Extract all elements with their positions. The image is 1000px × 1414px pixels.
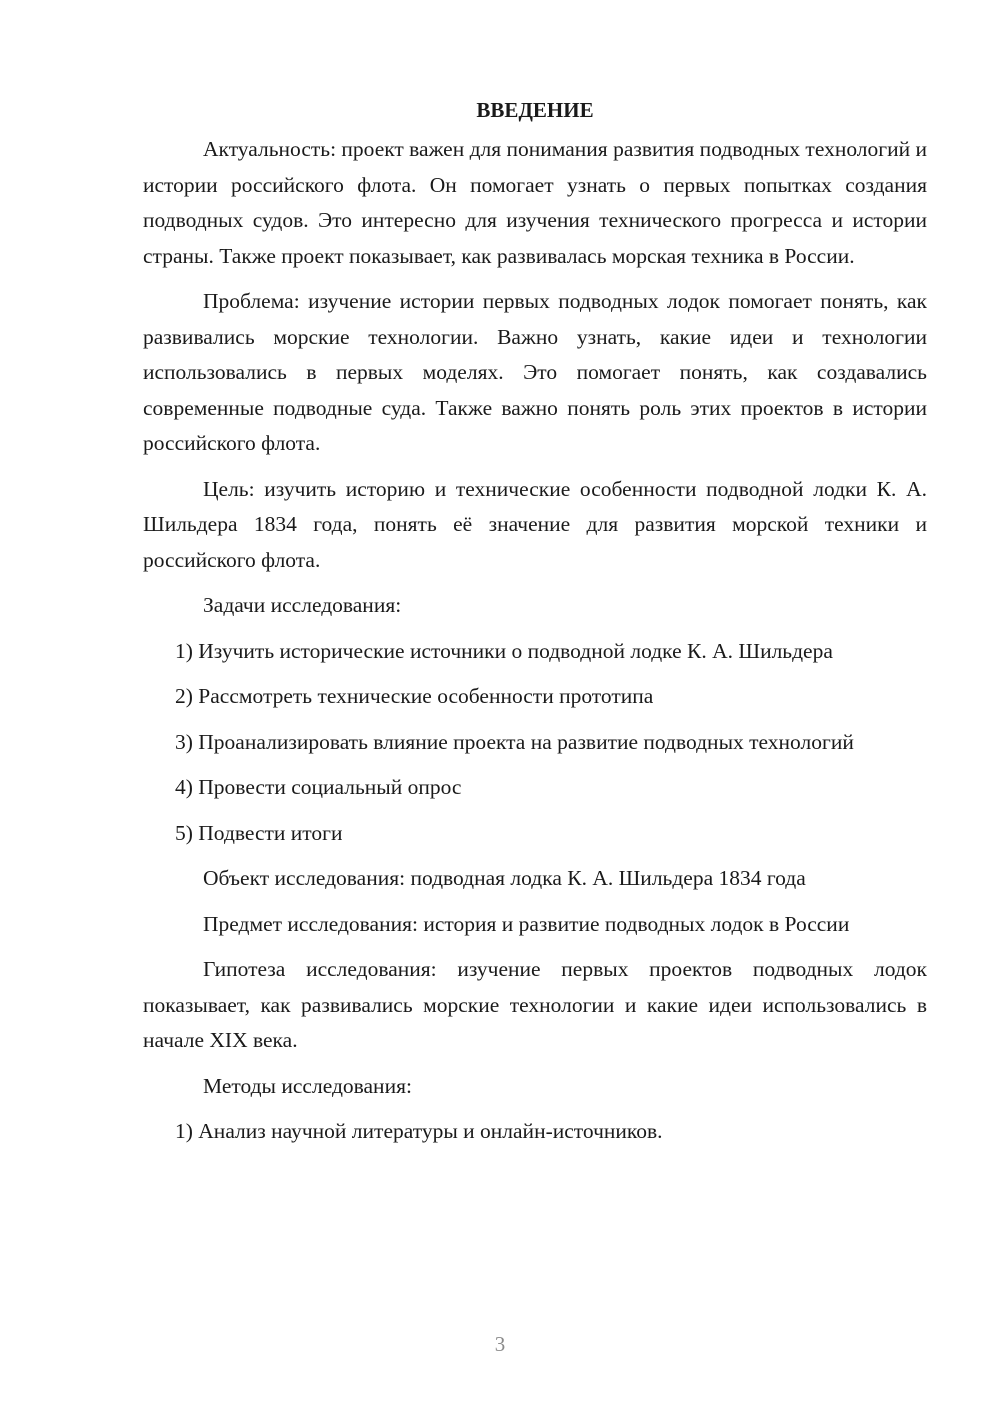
paragraph-goal: Цель: изучить историю и технические особенности подводной лодки К. А. Шильдера 1834 года, понять её значение для развития морской техники и российского флота. xyxy=(143,476,927,572)
paragraph-tasks-heading: Задачи исследования: xyxy=(203,593,402,617)
paragraph-relevance: Актуальность: проект важен для понимания развития подводных технологий и истории российского флота. Он помогает узнать о первых попытках создания подводных судов. Это интересно для изучения технического прогресса и истории страны. Также проект показывает, как развивалась морская техника в России. xyxy=(143,137,927,268)
paragraph-methods-heading: Методы исследования: xyxy=(203,1073,412,1098)
list-item-task-1: 1) Изучить исторические источники о подводной лодке К. А. Шильдера xyxy=(175,638,833,663)
paragraph-hypothesis: Гипотеза исследования: изучение первых проектов подводных лодок показывает, как развивались морские технологии и какие идеи использовались в начале XIX века. xyxy=(143,957,927,1052)
page-content xyxy=(143,92,927,1150)
list-item-task-5: 5) Подвести итоги xyxy=(175,820,343,845)
list-item-task-4: 4) Провести социальный опрос xyxy=(175,775,462,799)
list-item-task-2: 2) Рассмотреть технические особенности прототипа xyxy=(175,684,654,708)
paragraph-object: Объект исследования: подводная лодка К. А. Шильдера 1834 года xyxy=(203,866,806,890)
section-title: ВВЕДЕНИЕ xyxy=(476,98,594,122)
paragraph-problem: Проблема: изучение истории первых подводных лодок помогает понять, как развивались морские технологии. Важно узнать, какие идеи и технологии использовались в первых моделях. Это помогает понять, как создавались современные подводные суда. Также важно понять роль этих проектов в истории российского флота. xyxy=(143,289,927,455)
list-item-task-3: 3) Проанализировать влияние проекта на развитие подводных технологий xyxy=(175,729,854,754)
list-item-method-1: 1) Анализ научной литературы и онлайн-источников. xyxy=(175,1119,663,1143)
paragraph-subject: Предмет исследования: история и развитие подводных лодок в России xyxy=(203,911,850,936)
page-number: 3 xyxy=(494,1332,506,1356)
